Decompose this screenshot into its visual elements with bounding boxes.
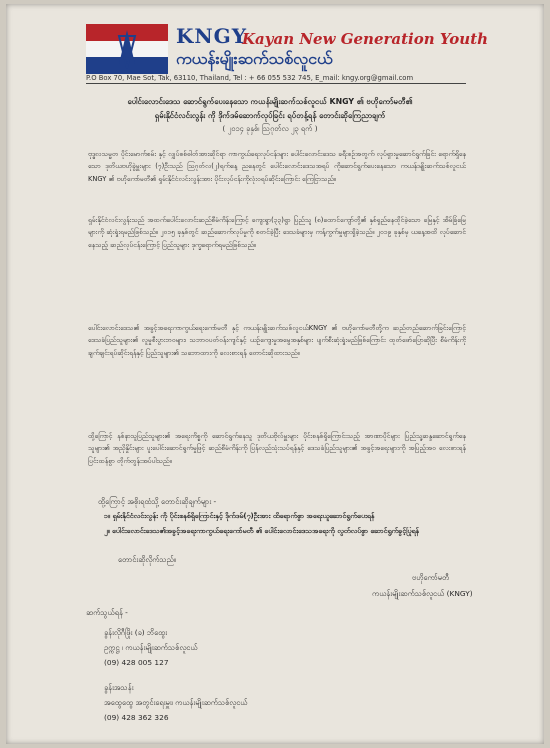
closing-text: တောင်းဆိုလိုက်သည်။ [118,555,177,564]
contact-heading: ဆက်သွယ်ရန် - [86,608,128,617]
demand-2: ၂။ ပေါင်းလောင်းဒေသ၏အခွင့်အရေးကာကွယ်ရေးကော်မတီ ၏ ပေါင်းလောင်းဒေသအရေးကို လွတ်လပ်စွာ ဆောင်ရွက်ခွင့်ပြုရန် [104,527,419,535]
paragraph-2: ရှမ်းနိုင်ငံလင်းလွန်းသည် အထက်ပေါင်းလောင်းဆည်စီမံကိန်းကြောင့် ကျေးရွာ(၃၃)ရွာ ပြည်သူ (၈)ထောင်ကျော်တို့၏ နှစ်ရှည်နေထိုင်ခဲ့သော မြေနှင့် အိမ်ခြံမြေများကို ဆုံးရှုံးရမည်ဖြစ်သည်။ ၂၀၁၅ ခုနှစ်တွင် ဆည်ဆောက်လုပ်မှုကို စတင်ခဲ့ပြီး ဒေသခံများမှ ကန့်ကွက်မှုများရှိခဲ့သည်။ ၂၀၁၉ ခုနှစ်မှ ယနေ့အထိ လုပ်ဆောင်နေသည့် ဆည်လုပ်ငန်းကြောင့် ပြည်သူများ ဒုက္ခရောက်ရမည်ဖြစ်သည်။ [88,216,466,249]
contact-2-phone: (09) 428 362 326 [104,713,169,722]
paragraph-3: ပေါင်းလောင်းဒေသ၏ အခွင့်အရေးကာကွယ်ရေးကော်မတီ နှင့် ကယန်းမျိုးဆက်သစ်လူငယ်KNGY ၏ ဗဟိုကော်မတီတို့က ဆည်တည်ဆောက်ခြင်းကြောင့် ဒေသခံပြည်သူများ၏ လူမှုစီးပွားဘဝများ၊ သဘာဝပတ်ဝန်းကျင်နှင့် ယဉ်ကျေးမှုအမွေအနှစ်များ ပျက်စီးဆုံးရှုံးမည်ဖြစ်ကြောင်း ထုတ်ဖော်ပြောဆိုပြီး စီမံကိန်းကို ချက်ချင်းရပ်ဆိုင်းရန်နှင့် ပြည်သူများ၏ သဘောထားကို လေးစားရန် တောင်းဆိုထားသည်။ [88,324,466,357]
brand-name: KNGY [176,24,248,48]
contact-1-name: ခွန်းလိုဂီဖြိုး (ခ) ဘိထွေး [104,628,168,637]
demands-intro: ထို့ကြောင့် အစိုးရထံသို့ တောင်းဆိုချက်များ - [98,497,217,506]
contact-2-name: ခွန်းအသန်း [104,683,134,692]
signature-line-1: ဗဟိုကော်မတီ [412,573,450,582]
statement-title-line-1: ပေါင်းလောင်းဒေသ ဆောင်ရွက်ပေးနေသော ကယန်းမျိုးဆက်သစ်လူငယ် KNGY ၏ ဗဟိုကော်မတီ၏ [127,97,413,106]
contact-1-role: ဥက္ကဋ္ဌ ၊ ကယန်းမျိုးဆက်သစ်လူငယ် [104,643,198,652]
demand-1: ၁။ ရှမ်းနိုင်ငံလင်းလွန်း ကို ပိုင်းစနစ်ရှိကြောင်းနှင့် ဒိုက်ဒမ်(၇)ဦးအား ထိရောက်စွာ အရေးယူဆောင်ရွက်ပေးရန် [104,512,375,520]
contact-1-phone: (09) 428 005 127 [104,658,169,667]
statement-date: ( ၂၀၁၄ ခုနှစ်၊ ဩဂုတ်လ ၂၃ ရက် ) [222,124,318,133]
brand-name-myanmar: ကယန်းမျိုးဆက်သစ်လူငယ် [176,49,333,68]
letterhead-address: P.O Box 70, Mae Sot, Tak, 63110, Thailand, Tel : + 66 055 532 745, E_mail: kngy.org@gmail.com [86,74,414,82]
statement-title-line-2: ရှမ်းနိုင်ငံလင်းလွန်း ကို ဒိုက်ဒမ်ဆောက်လုပ်ခြင်း ရပ်တန့်ရန် တောင်းဆိုကြေညာချက် [154,111,386,120]
signature-line-2: ကယန်းမျိုးဆက်သစ်လူငယ် (KNGY) [372,589,473,598]
paragraph-1: ဗုဒ္ဓလသမ္မတ ပိုင်းမောက်စမ်း နှင့် လျှပ်စစ်ဓါတ်အားဆိုင်ရာ ကာကွယ်ရေးလုပ်ငန်းများ ပေါင်းလောင်းဒေသ ခရီးစဉ်အတွက် လုပ်ရှားမှုဆောင်ရွက်ခြင်း ရောက်ရှိနေသော ဒုတိယဗဟိုခွဲမှူးများ (၇)ဦးသည် ဩဂုတ်လ(၂)ရက်နေ့ ညနေတွင် ပေါင်းလောင်းဒေသအရပ် ကိုဆောင်ရွက်ပေးနေသော ကယန်းမျိုးဆက်သစ်လူငယ် KNGY ၏ ဗဟိုကော်မတီ၏ ရှမ်းနိုင်ငံလင်းလွန်းအား ပိုင်းလုပ်ငန်းကိုလုံးဝရပ်ဆိုင်းကြောင်း ကြေငြာသည်။ [88,150,466,183]
contact-2-role: အထွေထွေ အတွင်းရေးမှူး၊ ကယန်းမျိုးဆက်သစ်လူငယ် [104,698,248,707]
brand-subtitle: Kayan New Generation Youth [242,30,489,48]
kngy-flag-logo [86,24,168,74]
paragraph-4: ထို့ကြောင့် နစ်နာသူပြည်သူများ၏ အရေးကိစ္စကို ဆောင်ရွက်နေသူ ဒုတိယဗိုလ်မှူးများ ပိုင်းစနစ်ရှိကြောင်းသည့် အာဏာပိုင်များ ပြည်သူ့ဆန္ဒဆောင်ရွက်နေသူများ၏ အညှိနှိုင်းများ ပူးပေါင်းဆောင်ရွက်မှုဖြင့် ဆည်စီမံကိန်းကို ပြန်လည်သုံးသပ်ရန်နှင့် ဒေသခံပြည်သူများ၏ အခွင့်အရေးများကို အပြည့်အဝ လေးစားရန် ပြင်းထန်စွာ တိုက်တွန်းအပ်ပါသည်။ [88,432,466,465]
letterhead-divider [86,83,466,84]
